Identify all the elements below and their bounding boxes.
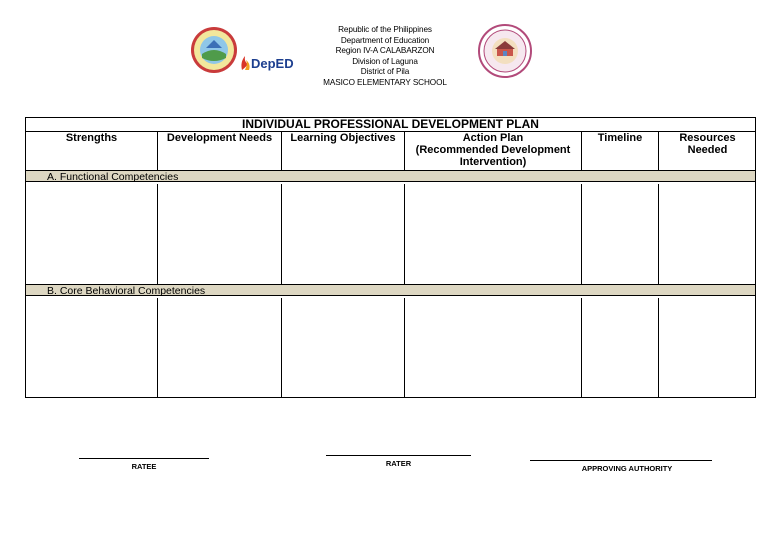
column-header-label: Resources	[679, 132, 736, 144]
grid-line	[281, 298, 282, 397]
deped-logo-icon	[236, 52, 294, 74]
approving-authority-label: APPROVING AUTHORITY	[581, 464, 673, 473]
grid-line	[404, 298, 405, 397]
header-line: Region IV-A CALABARZON	[335, 46, 435, 56]
header-line: MASICO ELEMENTARY SCHOOL	[323, 77, 447, 87]
grid-line	[581, 298, 582, 397]
header-line: Division of Laguna	[352, 56, 418, 66]
grid-line	[157, 298, 158, 397]
column-header-label: Learning Objectives	[290, 132, 396, 144]
grid-line	[658, 184, 659, 284]
school-header	[300, 25, 470, 89]
column-header-label: Development Needs	[166, 132, 273, 144]
plan-title: INDIVIDUAL PROFESSIONAL DEVELOPMENT PLAN	[26, 118, 755, 132]
deped-logo-text: DepED	[251, 56, 294, 71]
grid-line	[281, 184, 282, 284]
column-header-label: Needed	[687, 144, 728, 156]
column-header-label: Timeline	[597, 132, 643, 144]
section-functional-competencies: A. Functional Competencies	[26, 170, 755, 182]
header-line: Department of Education	[340, 35, 430, 45]
development-plan-table	[25, 117, 756, 398]
division-of-laguna-seal-icon	[190, 26, 238, 74]
column-header-label: Action Plan	[462, 132, 524, 144]
grid-line	[157, 184, 158, 284]
rater-label: RATER	[385, 459, 412, 468]
grid-line	[658, 298, 659, 397]
header-line: Republic of the Philippines	[338, 25, 432, 34]
approving-authority-signature-line[interactable]	[530, 460, 712, 461]
grid-line	[658, 132, 659, 170]
column-header-label: Intervention)	[459, 156, 527, 168]
rater-signature-line[interactable]	[326, 455, 471, 456]
header-line: District of Pila	[360, 67, 410, 77]
grid-line	[581, 132, 582, 170]
ratee-signature-line[interactable]	[79, 458, 209, 459]
masico-elementary-school-seal-icon	[478, 24, 532, 78]
grid-line	[404, 132, 405, 170]
ratee-label: RATEE	[131, 462, 157, 471]
grid-line	[581, 184, 582, 284]
grid-line	[157, 132, 158, 170]
grid-line	[281, 132, 282, 170]
section-core-behavioral-competencies: B. Core Behavioral Competencies	[26, 284, 755, 296]
grid-line	[404, 184, 405, 284]
column-header-label: (Recommended Development	[415, 144, 571, 156]
column-header-label: Strengths	[65, 132, 118, 144]
